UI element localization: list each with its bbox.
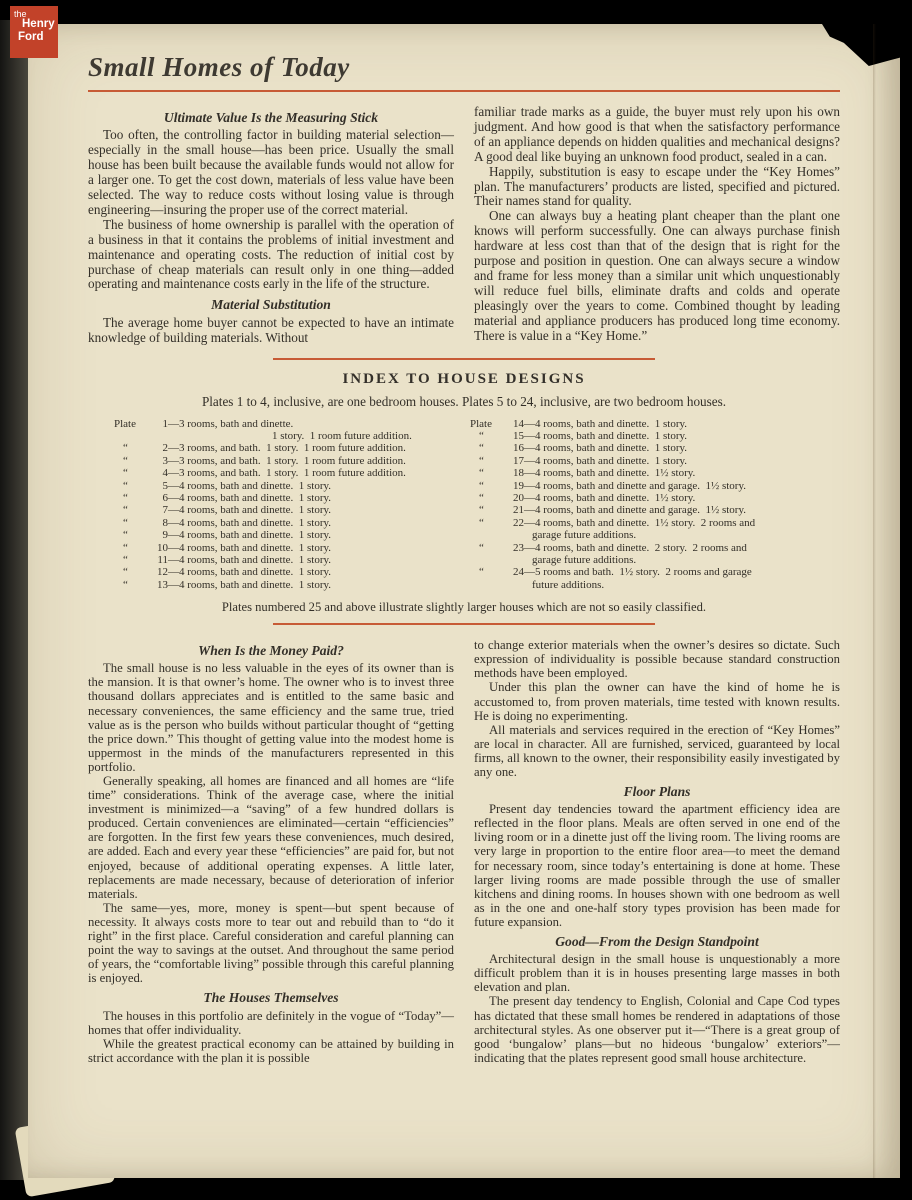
plate-number: 8: [162, 516, 168, 529]
plate-number: 24: [513, 566, 524, 579]
index-footer-note: Plates numbered 25 and above illustrate slightly larger houses which are not so easily classified.: [221, 600, 707, 615]
index-entry: [114, 579, 464, 591]
index-entry: [114, 529, 464, 541]
paragraph: The houses in this portfolio are definitely in the vogue of “Today”—homes that offer individuality.: [88, 1008, 454, 1037]
index-left-column: [88, 418, 464, 592]
paragraph: The business of home ownership is parallel with the operation of a business in that it contains the problems of initial investment and maintenance and operating costs. The reduction of initial cost by purchase of cheap materials can result only in one thing—added operating and maintenance costs early in the life of the structure.: [88, 216, 454, 292]
section-divider: [273, 623, 655, 625]
logo-text-henry: Henry: [22, 18, 55, 30]
catalog-page: [28, 24, 900, 1178]
plate-number: 2: [162, 442, 168, 455]
index-section: [88, 371, 840, 616]
plate-description: —4 rooms, bath and dinette. 1 story.: [524, 454, 688, 467]
index-entry: [470, 480, 840, 492]
plate-number: 1: [162, 417, 168, 430]
index-entry-prefix: “: [479, 454, 484, 467]
index-entry-prefix: “: [123, 529, 128, 542]
paragraph: familiar trade marks as a guide, the buyer must rely upon his own judgment. And how good is that when the satisfactory performance of an appliance depends on hidden qualities and mechanical designs? A good deal like buying an unknown food product, sealed in a can.: [474, 104, 840, 164]
paragraph: to change exterior materials when the owner’s desires so dictate. Such expression of individuality is possible because standard construction methods have been employed.: [474, 638, 840, 681]
plate-number: 19: [513, 479, 524, 492]
plate-description: —4 rooms, bath and dinette and garage. 1½ story.: [524, 479, 746, 492]
index-entry-prefix: “: [479, 504, 484, 517]
index-entry-prefix: “: [479, 516, 484, 529]
plate-description: —3 rooms, bath and dinette.: [168, 417, 294, 430]
plate-description: —4 rooms, bath and dinette. 1½ story.: [524, 467, 696, 480]
plate-number: 22: [513, 516, 524, 529]
paragraph: Present day tendencies toward the apartment efficiency idea are reflected in the floor plans. Meals are often served in one end of the living room or in a dinette just off the living room. The living rooms are very large in proportion to the entire floor area—to meet the demand for necessary room, since today’s entertaining is done at home. These larger living rooms are made possible through the use of smaller kitchens and dining rooms. In houses shown with one bedroom as well as in the one and one-half story types provision has been made for future expansion.: [474, 802, 840, 929]
index-entry-prefix: “: [123, 454, 128, 467]
plate-number: 4: [162, 467, 168, 480]
index-entry: [470, 430, 840, 442]
section-heading: Ultimate Value Is the Measuring Stick: [163, 110, 379, 125]
index-entry-prefix: “: [123, 553, 128, 566]
plate-description: —4 rooms, bath and dinette. 1 story.: [168, 578, 332, 591]
plate-description: —4 rooms, bath and dinette. 1 story.: [168, 479, 332, 492]
section-heading: Floor Plans: [623, 784, 691, 800]
plate-number: 9: [162, 529, 168, 542]
index-entry-prefix: Plate: [114, 417, 136, 430]
plate-description: —4 rooms, bath and dinette and garage. 1½ story.: [524, 504, 746, 517]
index-entry: [114, 467, 464, 479]
section-divider: [273, 358, 655, 360]
paragraph: Under this plan the owner can have the kind of home he is accustomed to, from proven materials, time tested with known results. He is doing no experimenting.: [474, 680, 840, 723]
plate-description: —4 rooms, bath and dinette. 1 story.: [524, 417, 688, 430]
page-content: [88, 52, 840, 1065]
plate-description: —3 rooms, and bath. 1 story. 1 room future addition.: [168, 442, 406, 455]
index-subtitle: Plates 1 to 4, inclusive, are one bedroom houses. Plates 5 to 24, inclusive, are two bedroom houses.: [201, 393, 727, 409]
page-left-edge-shadow: [0, 20, 30, 1180]
index-entry: [114, 504, 464, 516]
section-heading: Good—From the Design Standpoint: [555, 934, 759, 950]
index-entry: [470, 467, 840, 479]
plate-number: 5: [162, 479, 168, 492]
index-entry-prefix: “: [479, 491, 484, 504]
paragraph: Too often, the controlling factor in building material selection—especially in the small house—has been price. Usually the small house has been built because the available funds would not allow for a larger one. To get the cost down, materials of less value have been selected. The way to reduce costs without losing value is through engineering—insuring the proper use of the correct material.: [88, 127, 454, 217]
plate-number: 3: [162, 454, 168, 467]
index-entry-prefix: “: [479, 541, 484, 554]
plate-description: —4 rooms, bath and dinette. 1½ story.: [524, 491, 696, 504]
plate-number: 7: [162, 504, 168, 517]
plate-description: —5 rooms and bath. 1½ story. 2 rooms and garage: [524, 566, 752, 579]
index-entry: [114, 542, 464, 554]
plate-number: 17: [513, 454, 524, 467]
index-entry-prefix: “: [479, 442, 484, 455]
plate-description: —4 rooms, bath and dinette. 1 story.: [168, 553, 332, 566]
index-entry: [114, 442, 464, 454]
plate-description: —3 rooms, and bath. 1 story. 1 room future addition.: [168, 454, 406, 467]
index-entry-prefix: “: [479, 429, 484, 442]
plate-description: —4 rooms, bath and dinette. 1 story.: [168, 541, 332, 554]
section-heading: Material Substitution: [211, 297, 331, 313]
index-entry: [470, 418, 840, 430]
plate-number: 6: [162, 491, 168, 504]
plate-description: —4 rooms, bath and dinette. 1 story.: [168, 516, 332, 529]
intro-left-column: [88, 105, 454, 346]
intro-columns: [88, 105, 840, 346]
paragraph: The present day tendency to English, Colonial and Cape Cod types has dictated that these small homes be rendered in adaptations of those architectural styles. As one observer put it—“There is a great group of good ‘bungalow’ plans—but no hideous ‘bungalow’ exteriors”—indicating that the plates represent good small house architecture.: [474, 994, 840, 1065]
plate-number: 14: [513, 417, 524, 430]
paragraph: The small house is no less valuable in the eyes of its owner than is the mansion. It is that owner’s home. The owner who is to invest three thousand dollars appreciates and is entitled to the same basic and necessary conveniences, the same efficiency and the same true, tried value as is the person who builds without particular thought of “getting the price down.” This thought of getting value into the modest home is uppermost in the minds of the manufacturers represented in this portfolio.: [88, 661, 454, 774]
plate-description-continuation: garage future additions.: [532, 529, 637, 542]
henry-ford-logo: [10, 6, 58, 58]
index-entry: [114, 566, 464, 578]
plate-number: 12: [157, 566, 168, 579]
index-entry-prefix: “: [123, 504, 128, 517]
index-entry-prefix: “: [479, 566, 484, 579]
plate-number: 13: [157, 578, 168, 591]
index-entry-prefix: Plate: [470, 417, 492, 430]
index-entry: [470, 542, 840, 554]
plate-description: —4 rooms, bath and dinette. 1 story.: [168, 566, 332, 579]
plate-description: —4 rooms, bath and dinette. 1 story.: [524, 442, 688, 455]
plate-number: 11: [157, 553, 168, 566]
plate-number: 21: [513, 504, 524, 517]
paragraph: The average home buyer cannot be expected to have an intimate knowledge of building materials. Without: [88, 314, 454, 345]
index-right-column: [464, 418, 840, 592]
plate-number: 10: [157, 541, 168, 554]
logo-text-ford: Ford: [18, 30, 44, 43]
plate-description-continuation: 1 story. 1 room future addition.: [272, 429, 412, 442]
index-entry: [114, 492, 464, 504]
plate-description: —4 rooms, bath and dinette. 1 story.: [168, 529, 332, 542]
plate-description: —4 rooms, bath and dinette. 1 story.: [168, 504, 332, 517]
paragraph: Happily, substitution is easy to escape under the “Key Homes” plan. The manufacturers’ products are listed, specified and pictured. Their names stand for quality.: [474, 163, 840, 209]
paragraph: One can always buy a heating plant cheaper than the plant one knows will perform successfully. One can always purchase finish hardware at less cost than that of the design that is right for the purpose and position in question. One can always secure a window and frame for less money than a similar unit which unquestionably will reduce fuel bills, eliminate drafts and colds and operate pleasingly over the years to come. Combined thought by leading material and appliance producers has produced long time economy. There is value in a “Key Home.”: [474, 208, 840, 343]
index-entry: [470, 504, 840, 516]
index-entry-prefix: “: [123, 442, 128, 455]
index-entry: [114, 455, 464, 467]
index-entry-prefix: “: [123, 491, 128, 504]
lower-left-column: [88, 638, 454, 1065]
plate-number: 15: [513, 429, 524, 442]
intro-right-column: [474, 105, 840, 346]
plate-number: 20: [513, 491, 524, 504]
section-heading: The Houses Themselves: [203, 990, 339, 1006]
index-entry: [470, 492, 840, 504]
index-entry: [470, 455, 840, 467]
index-entry: [470, 517, 840, 529]
index-entry: [470, 566, 840, 578]
paragraph: Architectural design in the small house is unquestionably a more difficult problem than it is in houses presenting large masses in both elevation and plan.: [474, 952, 840, 995]
index-entry-prefix: “: [123, 467, 128, 480]
plate-description: —4 rooms, bath and dinette. 1 story.: [524, 429, 688, 442]
index-title: INDEX TO HOUSE DESIGNS: [342, 370, 586, 387]
plate-number: 23: [513, 541, 524, 554]
plate-description: —4 rooms, bath and dinette. 1 story.: [168, 491, 332, 504]
lower-columns: [88, 638, 840, 1065]
index-entry: [114, 418, 464, 430]
index-columns: [88, 418, 840, 592]
index-entry-prefix: “: [123, 479, 128, 492]
index-entry-prefix: “: [479, 479, 484, 492]
plate-description: —3 rooms, and bath. 1 story. 1 room future addition.: [168, 467, 406, 480]
index-entry-prefix: “: [123, 566, 128, 579]
index-entry-prefix: “: [123, 516, 128, 529]
index-entry: [470, 442, 840, 454]
plate-number: 18: [513, 467, 524, 480]
page-title: Small Homes of Today: [88, 52, 350, 82]
paragraph: Generally speaking, all homes are financed and all homes are “life time” considerations. Think of the average case, where the initial investment is minimized—a “saving” of a few hundred dollars is produced. Certain conveniences are eliminated—certain “efficiencies” are forgotten. In the first few years these conveniences, much desired, are added. Each and every year these “efficiencies” are paid for, but not enjoyed, because of additional operating expenses. A little later, replacements are made necessary, because of deterioration of inferior materials.: [88, 774, 454, 901]
index-entry-prefix: “: [123, 578, 128, 591]
section-heading: When Is the Money Paid?: [198, 643, 344, 659]
paragraph: While the greatest practical economy can be attained by building in strict accordance with the plan it is possible: [88, 1036, 454, 1065]
page-fold-crease: [873, 24, 876, 1178]
index-entry: [114, 554, 464, 566]
plate-description: —4 rooms, bath and dinette. 2 story. 2 rooms and: [524, 541, 747, 554]
index-entry: [114, 480, 464, 492]
plate-description: —4 rooms, bath and dinette. 1½ story. 2 rooms and: [524, 516, 756, 529]
plate-description-continuation: future additions.: [532, 578, 605, 591]
lower-right-column: [474, 638, 840, 1065]
plate-number: 16: [513, 442, 524, 455]
index-entry: [114, 517, 464, 529]
index-entry-prefix: “: [479, 467, 484, 480]
index-entry-prefix: “: [123, 541, 128, 554]
logo-text-the: the: [14, 9, 27, 19]
paragraph: The same—yes, more, money is spent—but spent because of necessity. It always costs more to tear out and rebuild than to “do it right” in the first place. Careful consideration and careful planning can point the way to savings at the outset. And throughout the same period of years, the “comfortable living” possible through this careful planning is enjoyed.: [88, 900, 454, 986]
paragraph: All materials and services required in the erection of “Key Homes” are local in character. All are furnished, serviced, guaranteed by local firms, all known to the owner, their responsibility easily investigated by any one.: [474, 722, 840, 780]
plate-description-continuation: garage future additions.: [532, 553, 637, 566]
title-underline: [88, 90, 840, 92]
